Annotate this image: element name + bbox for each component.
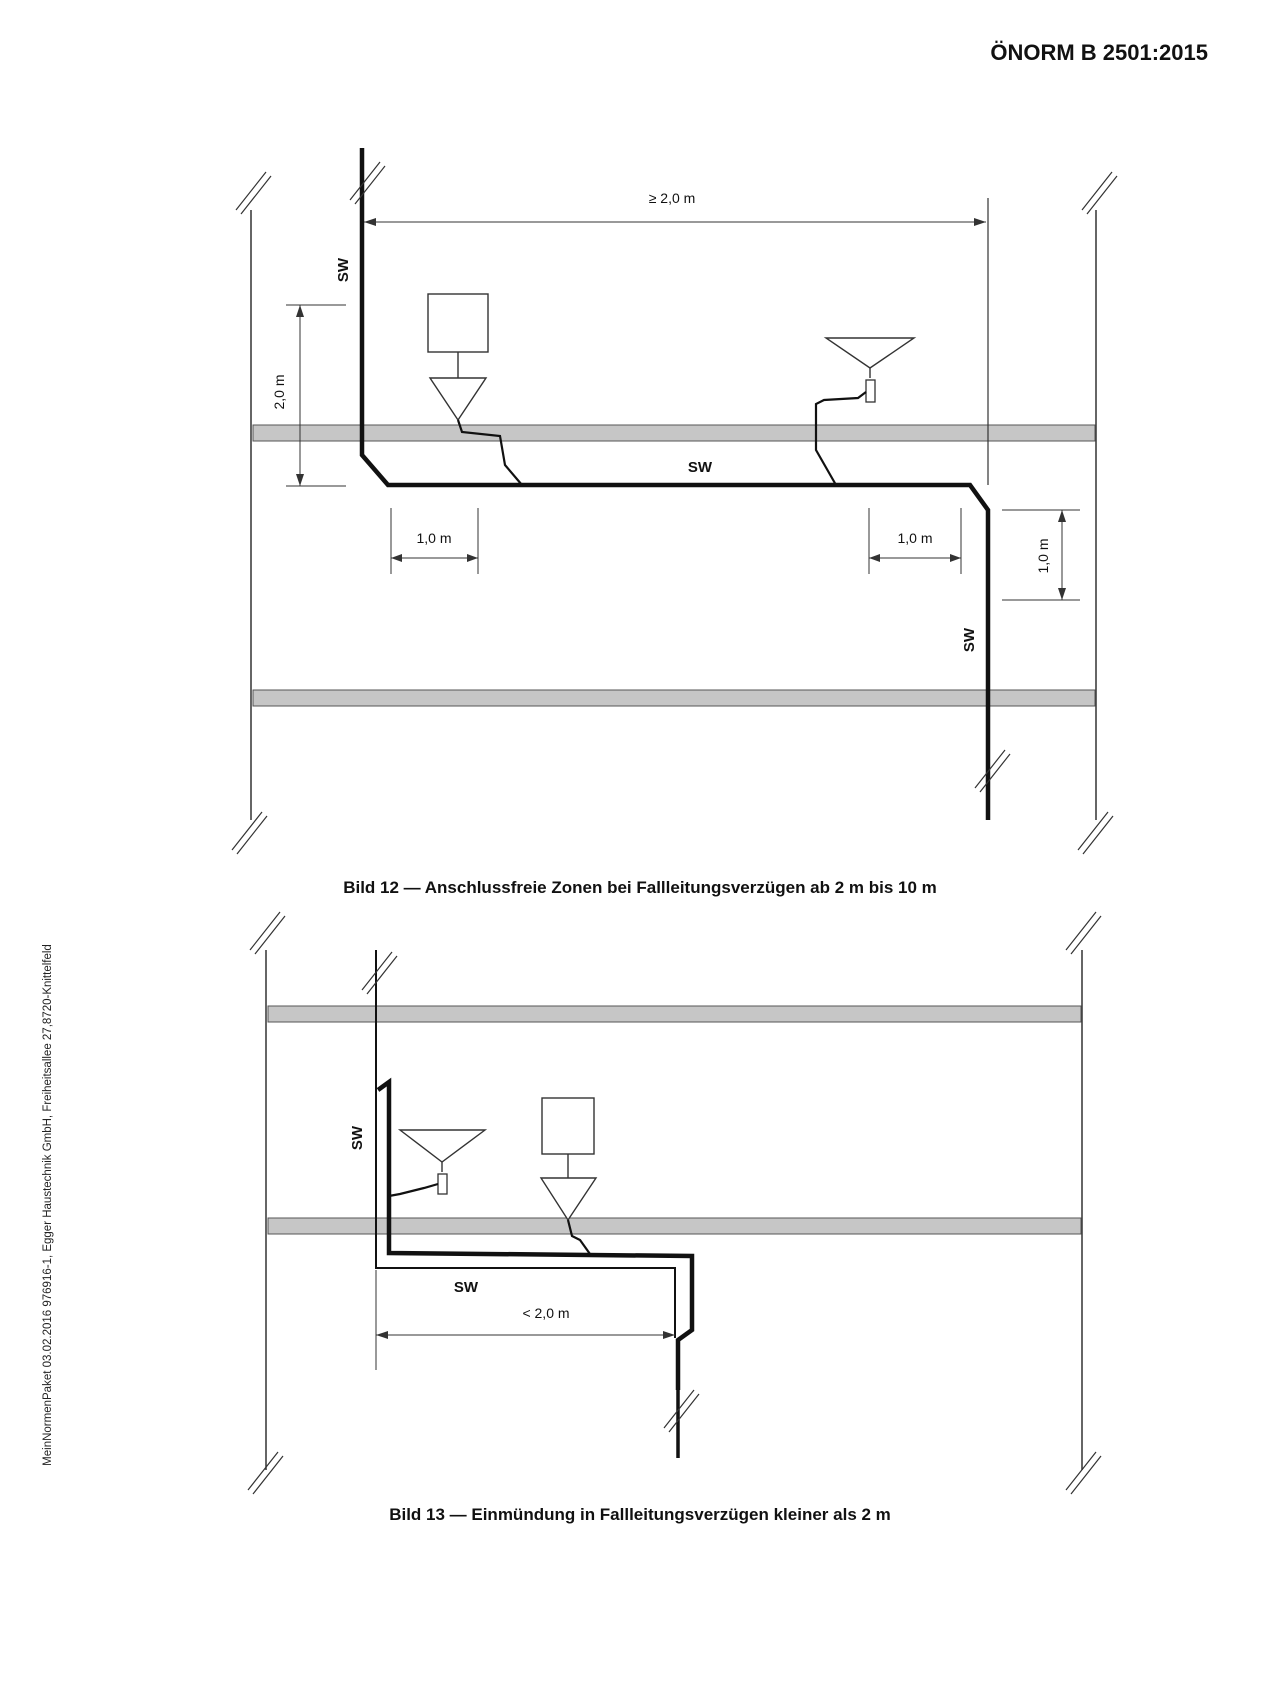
- sw-label-upper: SW: [335, 257, 352, 283]
- dim-height-upper-label: 2,0 m: [271, 374, 287, 410]
- funnel-2: [826, 338, 914, 368]
- dim-width-13-label: < 2,0 m: [522, 1305, 570, 1321]
- figure-12-caption: Bild 12 — Anschlussfreie Zonen bei Fallleitungsverzügen ab 2 m bis 10 m: [343, 878, 937, 897]
- dim-height-lower-label: 1,0 m: [1035, 538, 1051, 574]
- trap-13-1: [438, 1174, 447, 1194]
- standard-header: ÖNORM B 2501:2015: [990, 40, 1208, 65]
- sw-label-vertical-13: SW: [349, 1125, 366, 1151]
- stack-pipe-thin-13: [376, 950, 675, 1338]
- dim-left-zone-label: 1,0 m: [416, 530, 452, 546]
- stack-pipe-sw: [362, 148, 988, 820]
- break-mark-wall-right-top: [1082, 172, 1117, 214]
- break-mark-wall-left-bottom: [232, 812, 267, 854]
- branch-pipe-13-1: [389, 1184, 438, 1196]
- break-mark-wall-left-top: [236, 172, 271, 214]
- dim-width-label: ≥ 2,0 m: [648, 190, 696, 206]
- floor-slab-upper-13: [268, 1006, 1081, 1022]
- break-mark-wall-right-bottom-13: [1066, 1452, 1101, 1494]
- sw-label-horizontal: SW: [687, 459, 713, 476]
- break-mark-stack-bottom: [975, 750, 1010, 792]
- floor-slab-lower: [253, 690, 1095, 706]
- break-mark-stack-bottom-13: [664, 1390, 699, 1432]
- funnel-13-1: [400, 1130, 485, 1162]
- break-mark-wall-right-top-13: [1066, 912, 1101, 954]
- floor-slab-upper: [253, 425, 1095, 441]
- break-mark-stack-top-13: [362, 952, 397, 994]
- break-mark-wall-left-bottom-13: [248, 1452, 283, 1494]
- funnel-13-2: [541, 1178, 596, 1220]
- funnel-1: [430, 378, 486, 420]
- side-watermark-text: MeinNormenPaket 03.02.2016 976916-1, Egger Haustechnik GmbH, Freiheitsallee 27,8720-Knittelfeld: [42, 944, 54, 1466]
- branch-pipe-13-2: [568, 1220, 590, 1254]
- fixture-box-1: [428, 294, 488, 352]
- break-mark-stack-top: [350, 162, 385, 204]
- sw-label-horizontal-13: SW: [453, 1279, 479, 1296]
- floor-slab-lower-13: [268, 1218, 1081, 1234]
- break-mark-wall-left-top-13: [250, 912, 285, 954]
- stack-pipe-bold-13: [378, 1082, 692, 1390]
- sw-label-lower: SW: [961, 627, 978, 653]
- trap-2: [866, 380, 875, 402]
- fixture-box-13: [542, 1098, 594, 1154]
- dim-right-zone-label: 1,0 m: [897, 530, 933, 546]
- figure-13-caption: Bild 13 — Einmündung in Fallleitungsverzügen kleiner als 2 m: [389, 1505, 891, 1524]
